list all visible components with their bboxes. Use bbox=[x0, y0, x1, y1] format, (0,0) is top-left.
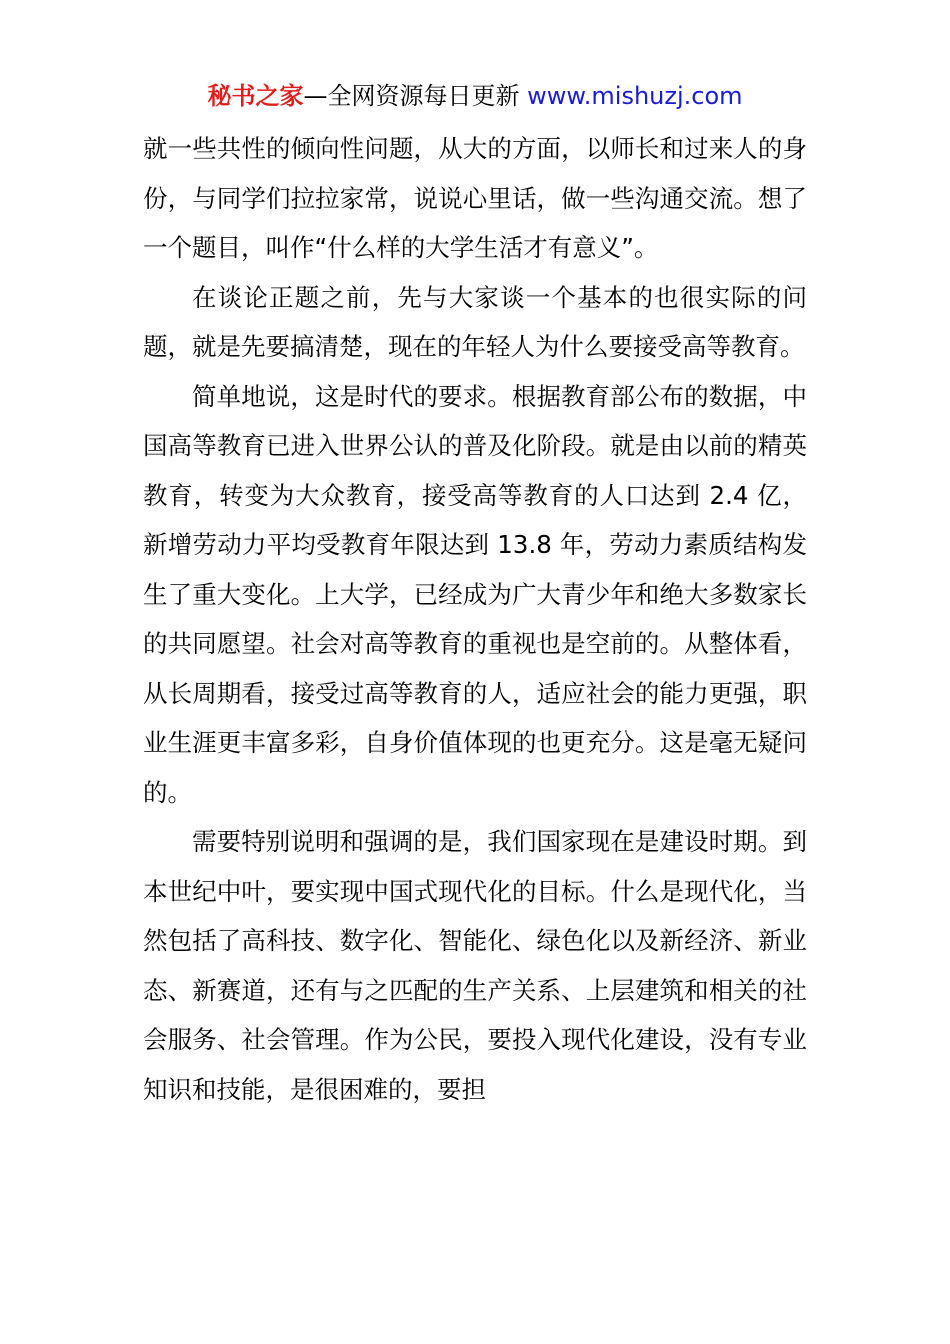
paragraph-continuation: 就一些共性的倾向性问题，从大的方面，以师长和过来人的身份，与同学们拉拉家常，说说心里话，做一些沟通交流。想了一个题目，叫作“什么样的大学生活才有意义”。 bbox=[143, 134, 807, 262]
paragraph: 简单地说，这是时代的要求。根据教育部公布的数据，中国高等教育已进入世界公认的普及化阶段。就是由以前的精英教育，转变为大众教育，接受高等教育的人口达到 2.4 亿，新增劳动力平均受教育年限达到 13.8 年，劳动力素质结构发生了重大变化。上大学，已经成为广大青少年和绝大多数家长的共同愿望。社会对高等教育的重视也是空前的。从整体看，从长周期看，接受过高等教育的人，适应社会的能力更强，职业生涯更丰富多彩，自身价值体现的也更充分。这是毫无疑问的。 bbox=[143, 381, 807, 807]
site-url[interactable]: www.mishuzj.com bbox=[527, 82, 743, 110]
paragraph: 需要特别说明和强调的是，我们国家现在是建设时期。到本世纪中叶，要实现中国式现代化的目标。什么是现代化，当然包括了高科技、数字化、智能化、绿色化以及新经济、新业态、新赛道，还有与之匹配的生产关系、上层建筑和相关的社会服务、社会管理。作为公民，要投入现代化建设，没有专业知识和技能，是很困难的，要担 bbox=[143, 827, 807, 1104]
paragraph: 在谈论正题之前，先与大家谈一个基本的也很实际的问题，就是先要搞清楚，现在的年轻人为什么要接受高等教育。 bbox=[143, 282, 807, 361]
header-tagline: —全网资源每日更新 bbox=[303, 82, 528, 110]
brand-name: 秘书之家 bbox=[207, 82, 304, 110]
page-header bbox=[0, 78, 950, 114]
document-body bbox=[143, 124, 807, 1114]
